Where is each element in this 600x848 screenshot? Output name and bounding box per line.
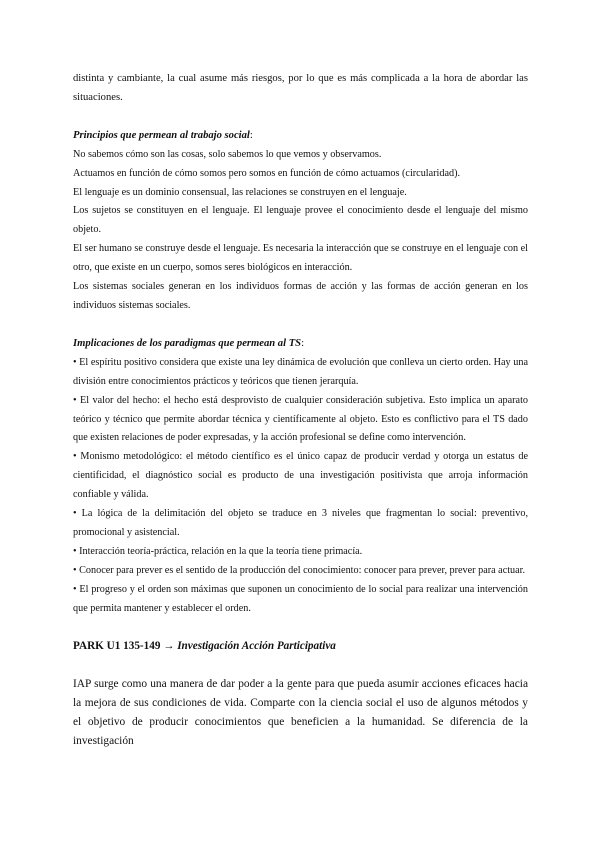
principles-heading-colon: : xyxy=(249,129,253,141)
implication-item: • Monismo metodológico: el método científico es el único capaz de producir verdad y otorga un estatus de cientificidad, el diagnóstico social es producto de una investigación positivista que arroja información confiable y válida. xyxy=(73,451,528,501)
implication-item: • Conocer para prever es el sentido de la producción del conocimiento: conocer para prever, prever para actuar. xyxy=(73,564,526,576)
implication-item: • El valor del hecho: el hecho está desprovisto de cualquier consideración subjetiva. Esto implica un aparato teórico y técnico que permite abordar técnica y científicamente al objeto. Esto es conflictivo para el TS dado que existen relaciones de poder expresadas, y la acción profesional se define como intervención. xyxy=(73,394,528,444)
page-content xyxy=(73,70,528,751)
principles-list xyxy=(73,146,528,316)
principle-line: Los sujetos se constituyen en el lenguaje. El lenguaje provee el conocimiento desde el lenguaje del mismo objeto. xyxy=(73,205,528,236)
spacer xyxy=(73,108,528,127)
principle-line: El lenguaje es un dominio consensual, las relaciones se construyen en el lenguaje. xyxy=(73,186,407,198)
principle-line: No sabemos cómo son las cosas, solo sabemos lo que vemos y observamos. xyxy=(73,148,382,160)
implications-heading-text: Implicaciones de los paradigmas que permean al TS xyxy=(73,337,302,349)
implications-heading xyxy=(73,335,528,354)
intro-paragraph: distinta y cambiante, la cual asume más riesgos, por lo que es más complicada a la hora de abordar las situaciones. xyxy=(73,73,528,103)
iap-paragraph: IAP surge como una manera de dar poder a la gente para que pueda asumir acciones eficaces hacia la mejora de sus condiciones de vida. Comparte con la ciencia social el uso de algunos métodos y el objetivo de producir conocimientos que beneficien a la humanidad. Se diferencia de la investigación xyxy=(73,678,528,748)
spacer xyxy=(73,618,528,637)
principles-heading-text: Principios que permean al trabajo social xyxy=(73,129,250,141)
implications-heading-colon: : xyxy=(301,337,305,349)
implication-item: • La lógica de la delimitación del objeto se traduce en 3 niveles que fragmentan lo social: preventivo, promocional y asistencial. xyxy=(73,508,528,538)
principle-line: El ser humano se construye desde el lenguaje. Es necesaria la interacción que se construye en el lenguaje con el otro, que existe en un cuerpo, somos seres biológicos en interacción. xyxy=(73,243,528,274)
arrow-icon: → xyxy=(163,640,175,653)
park-title: Investigación Acción Participativa xyxy=(177,640,336,653)
implications-list xyxy=(73,354,528,619)
implication-item: • El progreso y el orden son máximas que suponen un conocimiento de lo social para realizar una intervención que permita mantener y establecer el orden. xyxy=(73,583,528,614)
implication-item: • Interacción teoría-práctica, relación en la que la teoría tiene primacía. xyxy=(73,545,363,557)
principles-heading xyxy=(73,127,528,146)
spacer xyxy=(73,656,528,675)
implication-item: • El espíritu positivo considera que existe una ley dinámica de evolución que conlleva un cierto orden. Hay una división entre conocimientos prácticos y teóricos que tienen jerarquía. xyxy=(73,356,528,387)
spacer xyxy=(73,316,528,335)
principle-line: Actuamos en función de cómo somos pero somos en función de cómo actuamos (circularidad). xyxy=(73,167,461,179)
park-heading xyxy=(73,637,528,656)
principle-line: Los sistemas sociales generan en los individuos formas de acción y las formas de acción generan en los individuos sistemas sociales. xyxy=(73,281,528,311)
park-code: PARK U1 135-149 xyxy=(73,640,161,653)
